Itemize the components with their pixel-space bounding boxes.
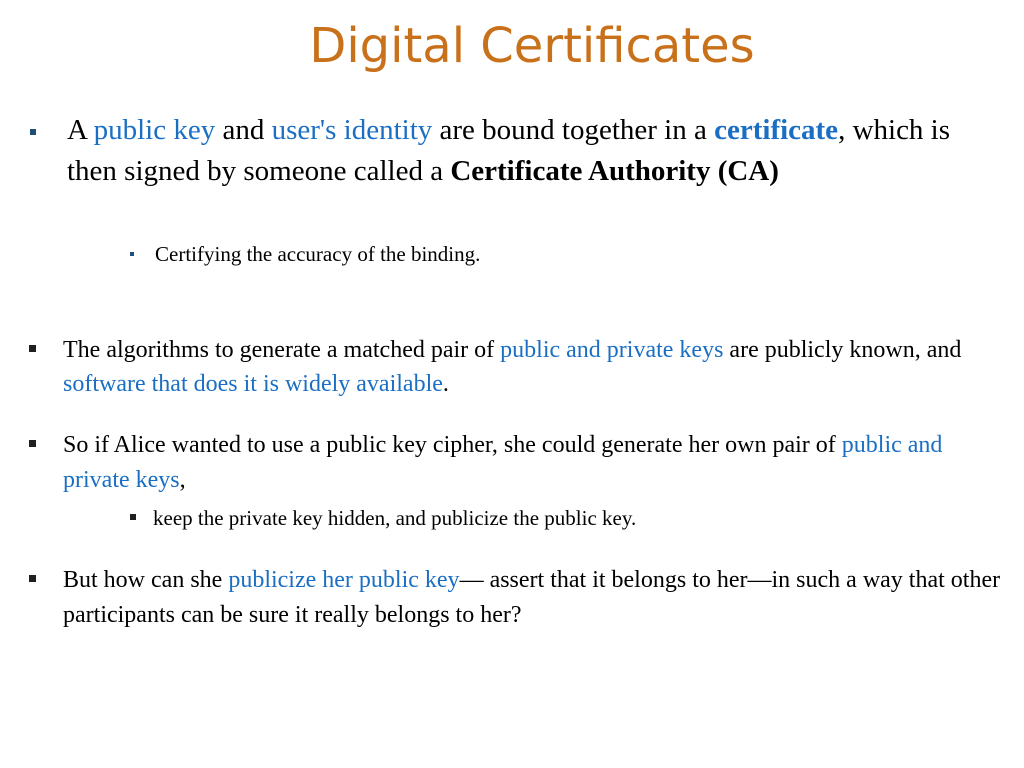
sub-bullet-keep-private <box>153 505 973 531</box>
bullet-text: The algorithms to generate a matched pair of <box>63 337 501 363</box>
bullet-text: are publicly known, and <box>723 337 962 363</box>
term-certificate-authority: Certificate Authority (CA) <box>450 155 779 187</box>
square-bullet-icon <box>29 440 36 447</box>
bullet-text: , which is then signed by someone called a <box>67 114 951 187</box>
sub-bullet-certifying <box>155 241 975 267</box>
bullet-text: A <box>67 114 94 146</box>
bullet-text: So if Alice wanted to use a public key cipher, she could generate her own pair of <box>63 432 842 458</box>
term-certificate: certificate <box>714 114 839 146</box>
square-bullet-icon <box>29 345 36 352</box>
sub-bullet-text: keep the private key hidden, and publicize the public key. <box>153 506 637 530</box>
square-bullet-icon <box>30 129 36 135</box>
bullet-text: — assert that it belongs to her—in such a way that other participants can be sure it really belongs to her? <box>63 567 1001 628</box>
term-software-available: software that does it is widely available <box>63 371 443 397</box>
bullet-text: and <box>215 114 272 146</box>
bullet-certificate-binding <box>67 110 997 192</box>
term-users-identity: user's identity <box>271 114 433 146</box>
term-publicize-public-key: publicize her public key <box>228 567 460 593</box>
bullet-text: But how can she <box>63 567 229 593</box>
sub-bullet-text: Certifying the accuracy of the binding. <box>155 242 481 266</box>
term-public-private-keys: public and private keys <box>63 432 943 493</box>
bullet-alice <box>63 428 1003 498</box>
square-bullet-icon <box>130 514 136 520</box>
bullet-publicize <box>63 563 1003 633</box>
term-public-key: public key <box>93 114 216 146</box>
bullet-text: are bound together in a <box>432 114 715 146</box>
bullet-algorithms <box>63 333 1003 401</box>
slide-title: Digital Certificates <box>309 18 755 74</box>
square-bullet-icon <box>29 575 36 582</box>
bullet-text: , <box>179 467 186 493</box>
term-public-private-keys: public and private keys <box>500 337 724 363</box>
square-bullet-icon <box>130 252 134 256</box>
bullet-text: . <box>442 371 449 397</box>
